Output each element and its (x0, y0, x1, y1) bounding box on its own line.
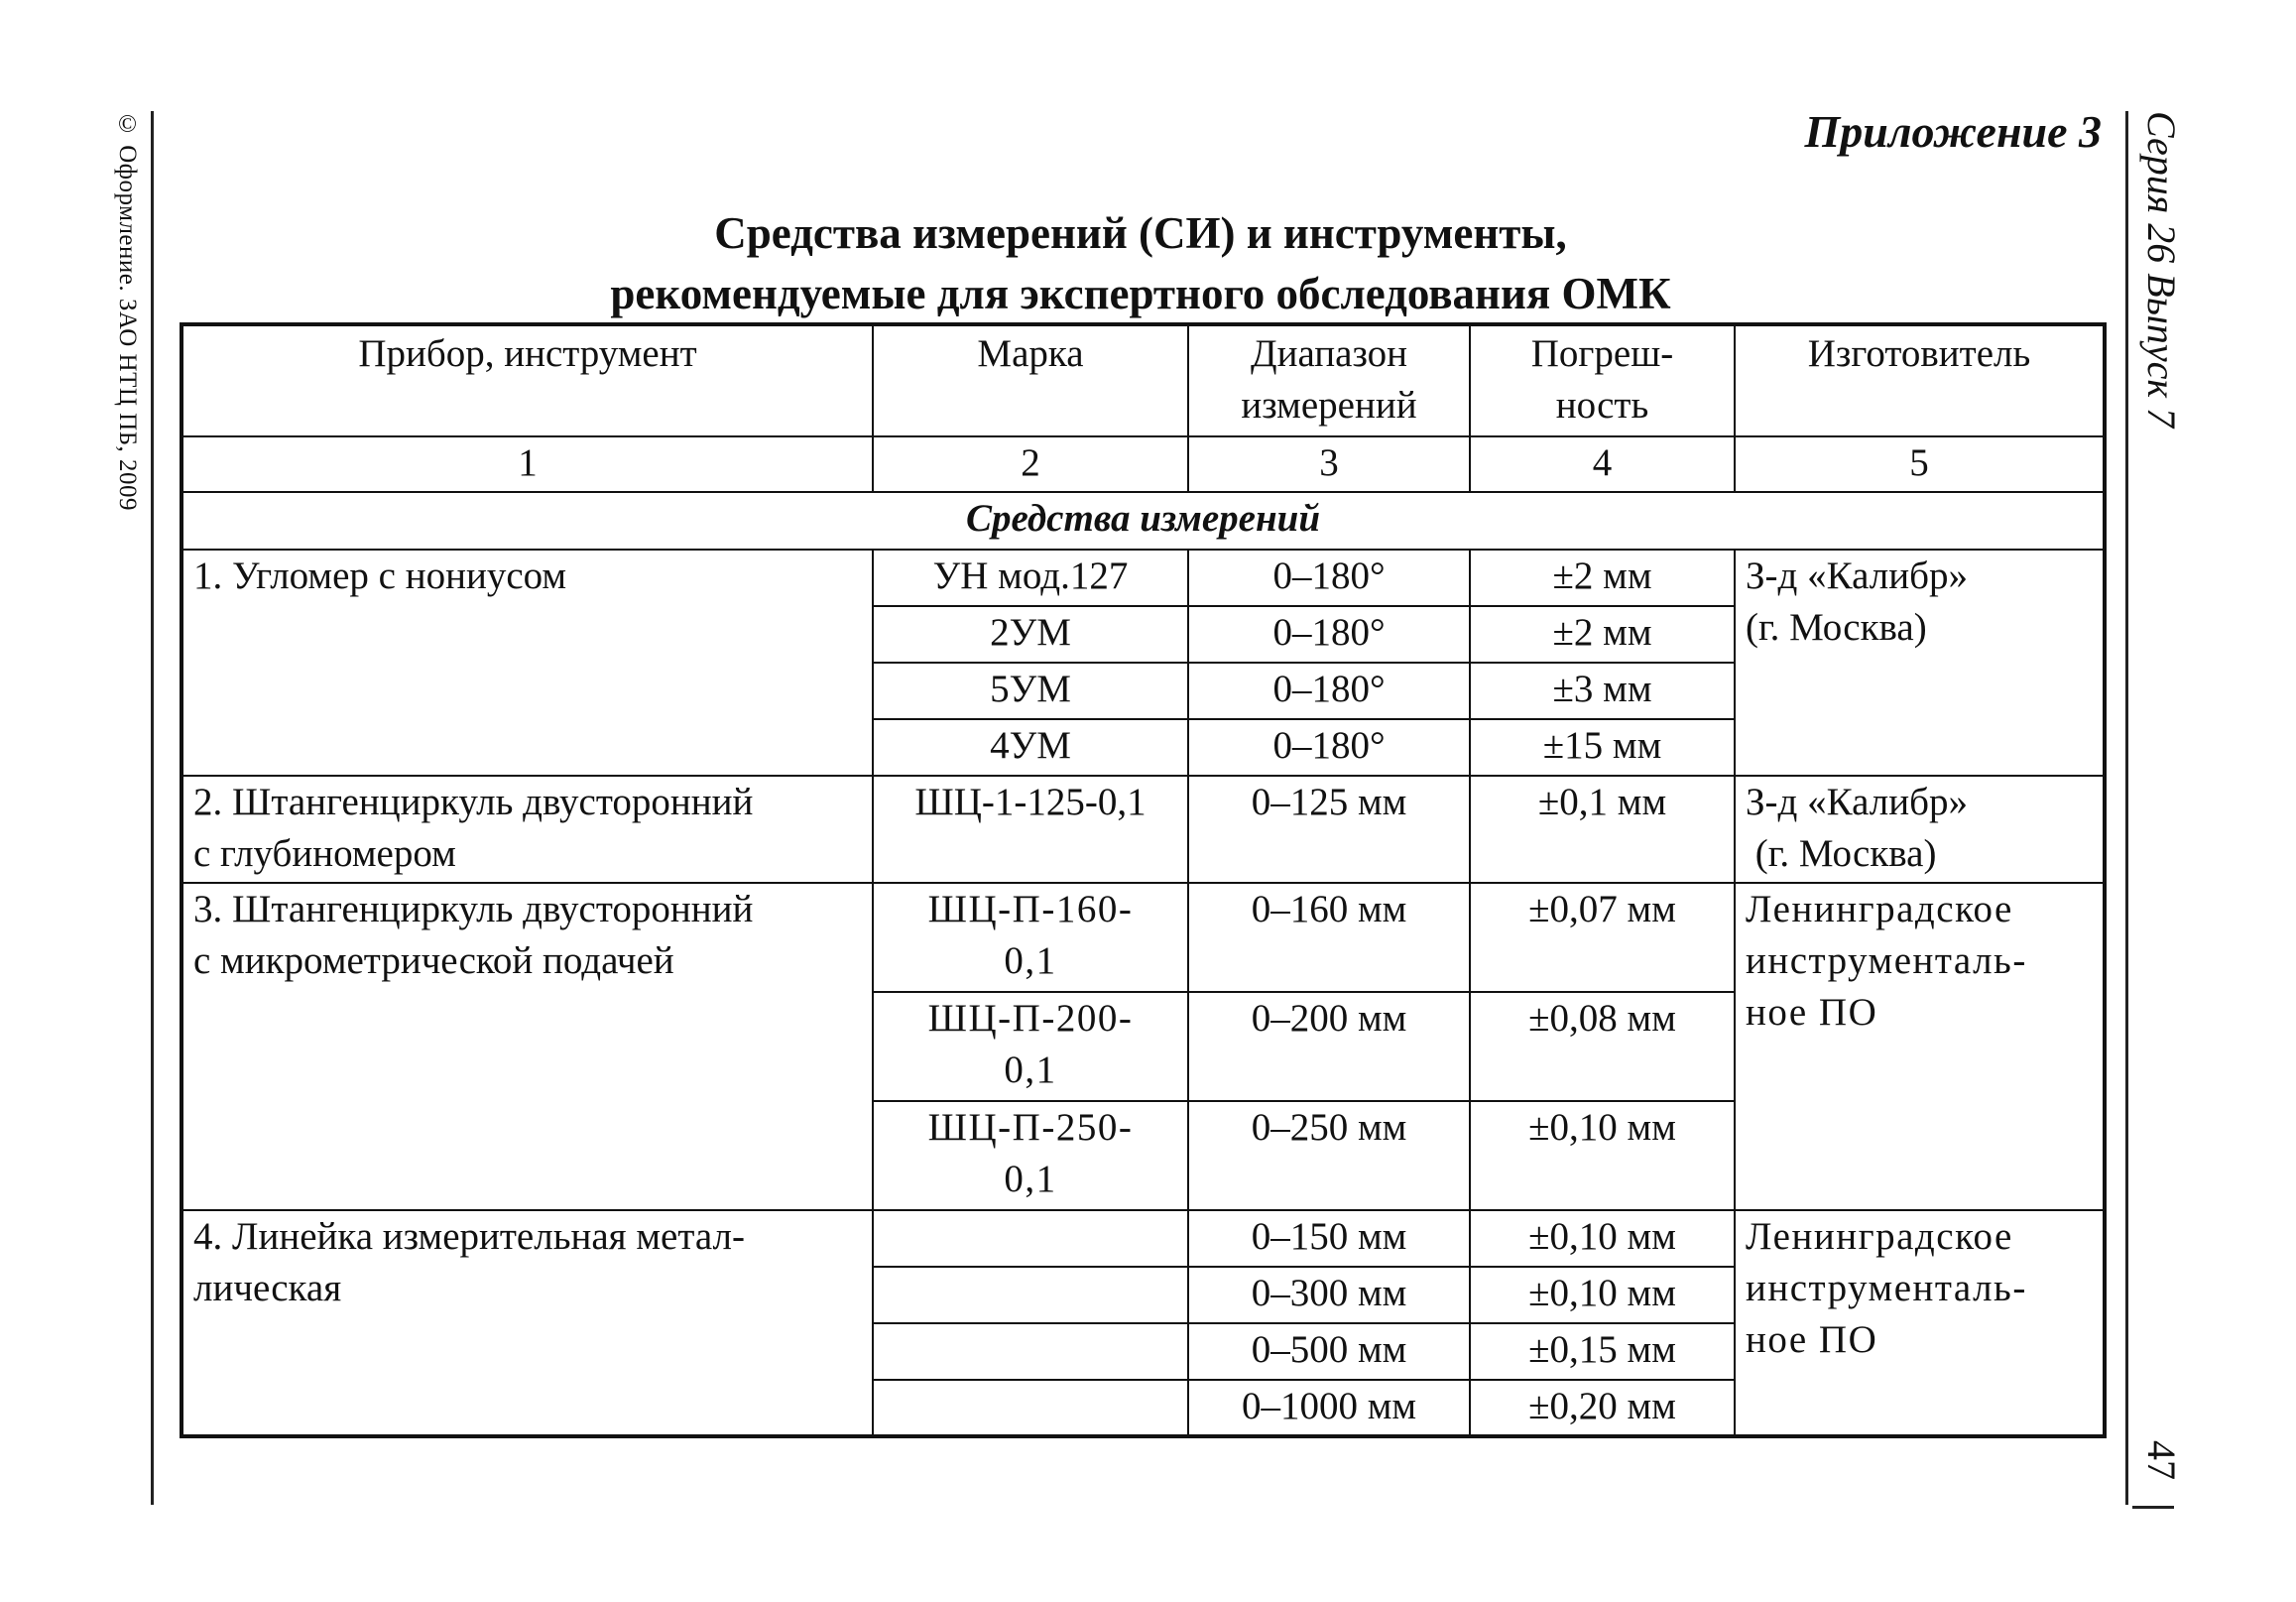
range-cell: 0–200 мм (1188, 992, 1470, 1101)
manufacturer-cell: Ленинградское инструменталь- ное ПО (1735, 883, 2105, 1210)
right-margin-rule (2125, 111, 2128, 1505)
range-cell: 0–250 мм (1188, 1101, 1470, 1210)
error-cell: ±0,10 мм (1470, 1101, 1735, 1210)
brand-cell: 2УМ (873, 606, 1188, 663)
column-number: 1 (181, 436, 873, 492)
page-title-line-1: Средства измерений (СИ) и инструменты, (714, 208, 1567, 258)
error-cell: ±0,08 мм (1470, 992, 1735, 1101)
instrument-cell: 4. Линейка измерительная метал- лическая (181, 1210, 873, 1436)
error-cell: ±0,1 мм (1470, 776, 1735, 883)
copyright-note: © Оформление. ЗАО НТЦ ПБ, 2009 (114, 111, 141, 512)
error-cell: ±0,20 мм (1470, 1380, 1735, 1436)
brand-cell (873, 1380, 1188, 1436)
appendix-label: Приложение 3 (1804, 106, 2102, 157)
instrument-cell: 1. Угломер с нониусом (181, 550, 873, 776)
instruments-table (180, 322, 2107, 1438)
column-number: 4 (1470, 436, 1735, 492)
error-cell: ±3 мм (1470, 663, 1735, 719)
table-row (181, 1210, 2105, 1267)
header-error: Погреш- ность (1470, 324, 1735, 436)
brand-cell: ШЦ-1-125-0,1 (873, 776, 1188, 883)
column-number: 3 (1188, 436, 1470, 492)
range-cell: 0–180° (1188, 606, 1470, 663)
section-row (181, 492, 2105, 550)
manufacturer-cell: Ленинградское инструменталь- ное ПО (1735, 1210, 2105, 1436)
manufacturer-cell: З-д «Калибр» (г. Москва) (1735, 550, 2105, 776)
range-cell: 0–150 мм (1188, 1210, 1470, 1267)
range-cell: 0–300 мм (1188, 1267, 1470, 1323)
range-cell: 0–160 мм (1188, 883, 1470, 992)
brand-cell: 5УМ (873, 663, 1188, 719)
brand-cell (873, 1323, 1188, 1380)
error-cell: ±15 мм (1470, 719, 1735, 776)
range-cell: 0–180° (1188, 550, 1470, 606)
table-row (181, 883, 2105, 992)
page-number-rule (2132, 1506, 2174, 1509)
brand-cell (873, 1267, 1188, 1323)
header-manufacturer: Изготовитель (1735, 324, 2105, 436)
brand-cell: УН мод.127 (873, 550, 1188, 606)
range-cell: 0–180° (1188, 663, 1470, 719)
column-number: 2 (873, 436, 1188, 492)
header-instrument: Прибор, инструмент (181, 324, 873, 436)
table-row (181, 550, 2105, 606)
instrument-cell: 2. Штангенциркуль двусторонний с глубиномером (181, 776, 873, 883)
header-range: Диапазон измерений (1188, 324, 1470, 436)
page-title-line-2: рекомендуемые для экспертного обследования ОМК (610, 269, 1671, 318)
instrument-cell: 3. Штангенциркуль двусторонний с микрометрической подачей (181, 883, 873, 1210)
column-numbers-row (181, 436, 2105, 492)
brand-cell: ШЦ-П-250- 0,1 (873, 1101, 1188, 1210)
brand-cell: ШЦ-П-200- 0,1 (873, 992, 1188, 1101)
range-cell: 0–500 мм (1188, 1323, 1470, 1380)
series-label: Серия 26 Выпуск 7 (2139, 111, 2184, 429)
error-cell: ±0,15 мм (1470, 1323, 1735, 1380)
range-cell: 0–125 мм (1188, 776, 1470, 883)
error-cell: ±2 мм (1470, 550, 1735, 606)
section-title: Средства измерений (181, 492, 2105, 550)
header-brand: Марка (873, 324, 1188, 436)
brand-cell: ШЦ-П-160- 0,1 (873, 883, 1188, 992)
column-number: 5 (1735, 436, 2105, 492)
manufacturer-cell: З-д «Калибр» (г. Москва) (1735, 776, 2105, 883)
error-cell: ±2 мм (1470, 606, 1735, 663)
table-header-row (181, 324, 2105, 436)
brand-cell: 4УМ (873, 719, 1188, 776)
range-cell: 0–180° (1188, 719, 1470, 776)
table-row (181, 776, 2105, 883)
error-cell: ±0,10 мм (1470, 1267, 1735, 1323)
range-cell: 0–1000 мм (1188, 1380, 1470, 1436)
page-number: 47 (2139, 1440, 2184, 1480)
error-cell: ±0,07 мм (1470, 883, 1735, 992)
error-cell: ±0,10 мм (1470, 1210, 1735, 1267)
left-margin-rule (151, 111, 154, 1505)
brand-cell (873, 1210, 1188, 1267)
